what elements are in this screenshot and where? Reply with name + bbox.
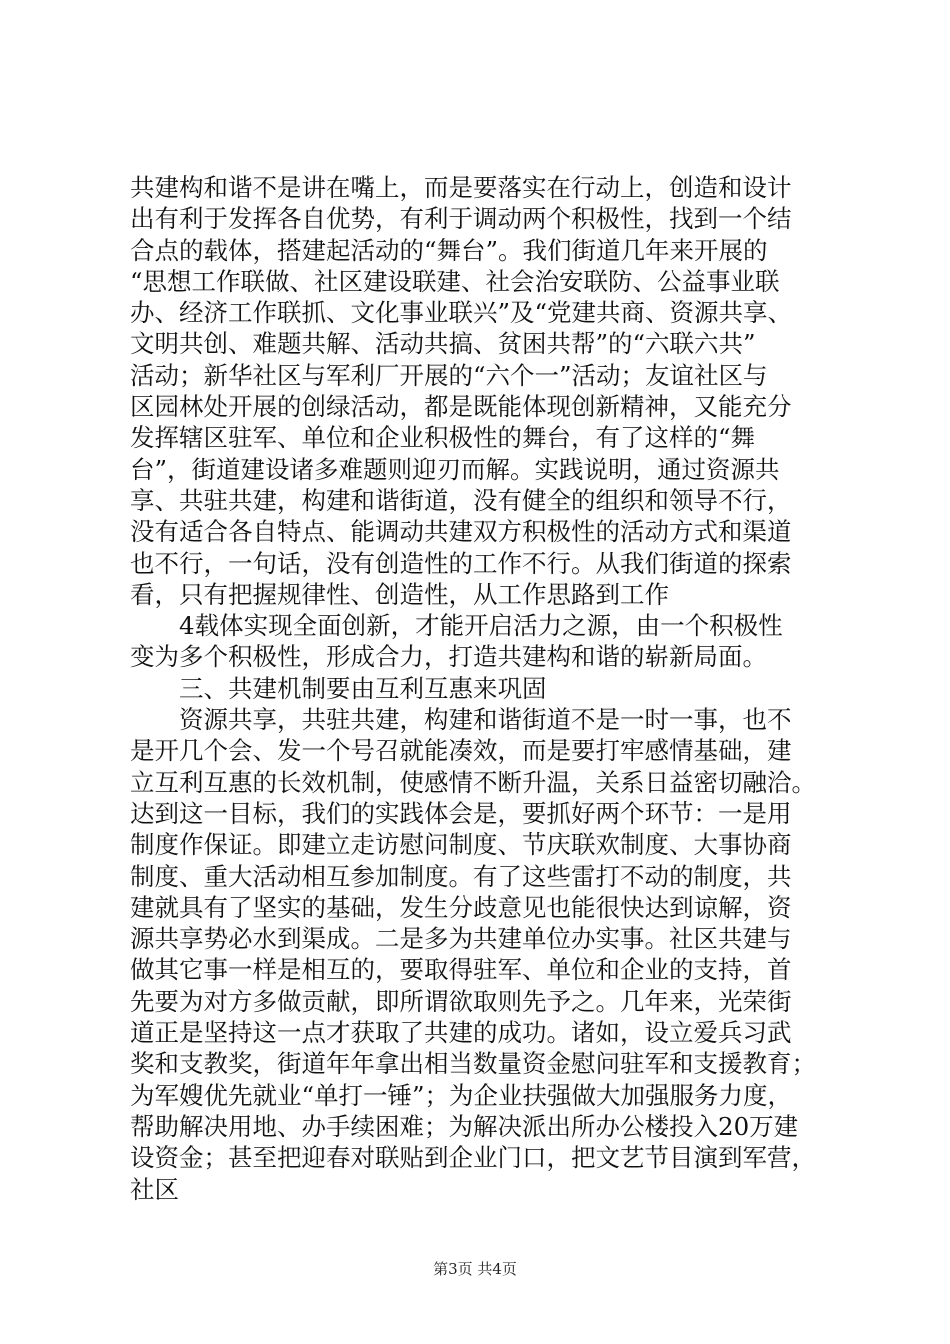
text-line: 看，只有把握规律性、创造性，从工作思路到工作 bbox=[130, 579, 669, 609]
text-line: 也不行，一句话，没有创造性的工作不行。从我们街道的探索 bbox=[130, 548, 792, 578]
text-line: 4载体实现全面创新，才能开启活力之源，由一个积极性 bbox=[130, 611, 783, 641]
text-line: 区园林处开展的创绿活动，都是既能体现创新精神，又能充分 bbox=[130, 392, 792, 422]
text-line: 做其它事一样是相互的，要取得驻军、单位和企业的支持，首 bbox=[130, 955, 792, 985]
text-line: 制度、重大活动相互参加制度。有了这些雷打不动的制度，共 bbox=[130, 861, 792, 891]
text-line: 先要为对方多做贡献，即所谓欲取则先予之。几年来，光荣街 bbox=[130, 986, 792, 1016]
text-line: 资源共享，共驻共建，构建和谐街道不是一时一事，也不 bbox=[130, 705, 792, 735]
text-line: 帮助解决用地、办手续困难；为解决派出所办公楼投入20万建 bbox=[130, 1111, 799, 1141]
text-line: 办、经济工作联抓、文化事业联兴”及“党建共商、资源共享、 bbox=[130, 298, 793, 328]
text-line: 社区 bbox=[130, 1174, 179, 1204]
text-line: 出有利于发挥各自优势，有利于调动两个积极性，找到一个结 bbox=[130, 204, 792, 234]
text-line: 共建构和谐不是讲在嘴上，而是要落实在行动上，创造和设计 bbox=[130, 173, 792, 202]
text-line: 道正是坚持这一点才获取了共建的成功。诸如，设立爱兵习武 bbox=[130, 1018, 792, 1048]
text-line: 台”，街道建设诸多难题则迎刃而解。实践说明，通过资源共 bbox=[130, 454, 780, 484]
text-line: 没有适合各自特点、能调动共建双方积极性的活动方式和渠道 bbox=[130, 517, 792, 547]
text-line: 合点的载体，搭建起活动的“舞台”。我们街道几年来开展的 bbox=[130, 235, 768, 265]
text-line: 建就具有了坚实的基础，发生分歧意见也能很快达到谅解，资 bbox=[130, 892, 792, 922]
text-line: 变为多个积极性，形成合力，打造共建构和谐的崭新局面。 bbox=[130, 642, 767, 672]
text-line: 活动；新华社区与军利厂开展的“六个一”活动；友谊社区与 bbox=[130, 360, 768, 390]
text-line: 奖和支教奖，街道年年拿出相当数量资金慰问驻军和支援教育； bbox=[130, 1049, 816, 1079]
text-line: 制度作保证。即建立走访慰问制度、节庆联欢制度、大事协商 bbox=[130, 830, 792, 860]
page-number-footer: 第3页 共4页 bbox=[433, 1260, 517, 1278]
text-line: 达到这一目标，我们的实践体会是，要抓好两个环节：一是用 bbox=[130, 798, 792, 828]
text-line: “思想工作联做、社区建设联建、社会治安联防、公益事业联 bbox=[130, 266, 780, 296]
text-line: 发挥辖区驻军、单位和企业积极性的舞台，有了这样的“舞 bbox=[130, 423, 756, 453]
text-line: 享、共驻共建，构建和谐街道，没有健全的组织和领导不行， bbox=[130, 485, 792, 515]
text-line: 为军嫂优先就业“单打一锤”；为企业扶强做大加强服务力度， bbox=[130, 1080, 793, 1110]
text-line: 源共享势必水到渠成。二是多为共建单位办实事。社区共建与 bbox=[130, 924, 792, 954]
section-heading: 三、共建机制要由互利互惠来巩固 bbox=[130, 673, 547, 703]
body-text bbox=[130, 172, 830, 1205]
text-line: 文明共创、难题共解、活动共搞、贫困共帮”的“六联六共” bbox=[130, 329, 756, 359]
text-line: 设资金；甚至把迎春对联贴到企业门口，把文艺节目演到军营， bbox=[130, 1143, 816, 1173]
text-line: 立互利互惠的长效机制，使感情不断升温，关系日益密切融洽。 bbox=[130, 767, 816, 797]
text-line: 是开几个会、发一个号召就能凑效，而是要打牢感情基础，建 bbox=[130, 736, 792, 766]
